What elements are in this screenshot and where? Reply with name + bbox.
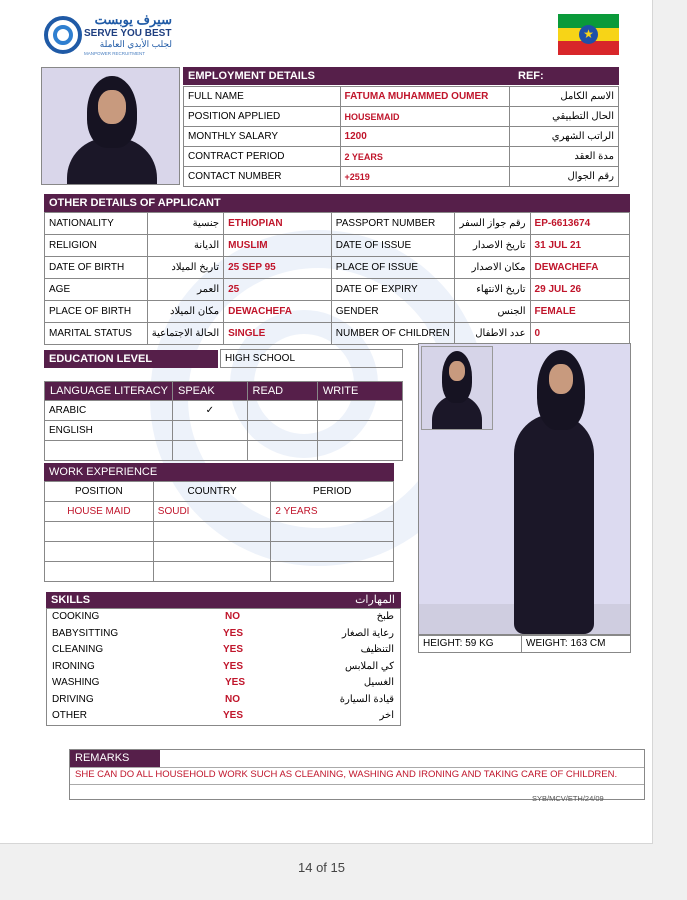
remarks-title: REMARKS — [70, 750, 160, 767]
full-name-value: FATUMA MUHAMMED OUMER — [340, 87, 510, 107]
table-row — [45, 213, 630, 235]
skill-row — [47, 642, 400, 659]
marital-status-value: SINGLE — [224, 323, 332, 345]
work-table — [44, 481, 394, 582]
skill-name: BABYSITTING — [52, 627, 119, 639]
skill-row — [47, 609, 400, 626]
skill-value: NO — [225, 693, 240, 705]
field-label: CONTACT NUMBER — [184, 167, 341, 187]
check-icon: ✓ — [172, 401, 247, 421]
skill-name-ar: قيادة السيارة — [339, 693, 394, 705]
detail-label-ar: تاريخ الاصدار — [454, 235, 530, 257]
speak-cell — [172, 421, 247, 441]
detail-label-ar: تاريخ الميلاد — [147, 257, 223, 279]
table-row — [184, 147, 619, 167]
other-details-header: OTHER DETAILS OF APPLICANT — [44, 194, 630, 212]
read-col-header: READ — [247, 382, 317, 401]
employment-title: EMPLOYMENT DETAILS — [188, 70, 315, 82]
language-name: ARABIC — [45, 401, 173, 421]
detail-label-ar: جنسية — [147, 213, 223, 235]
detail-label-ar: الديانة — [147, 235, 223, 257]
birth-date-value: 25 SEP 95 — [224, 257, 332, 279]
logo-arabic: سيرف يوبست — [94, 12, 172, 27]
passport-number-value: EP-6613674 — [530, 213, 629, 235]
issue-place-value: DEWACHEFA — [530, 257, 629, 279]
work-position: HOUSE MAID — [45, 502, 154, 522]
logo-sub: MANPOWER RECRUITMENT — [84, 51, 145, 56]
table-row — [45, 323, 630, 345]
religion-value: MUSLIM — [224, 235, 332, 257]
language-table — [44, 381, 403, 461]
field-label: FULL NAME — [184, 87, 341, 107]
work-col-header: PERIOD — [271, 482, 394, 502]
detail-label: PLACE OF ISSUE — [331, 257, 454, 279]
ethiopia-flag — [558, 14, 619, 55]
skill-row — [47, 708, 400, 725]
work-period — [271, 542, 394, 562]
detail-label: DATE OF ISSUE — [331, 235, 454, 257]
work-position — [45, 542, 154, 562]
skill-name: CLEANING — [52, 644, 104, 655]
table-row — [45, 421, 403, 441]
skill-value: YES — [225, 677, 246, 688]
skill-name-ar: التنظيف — [360, 644, 394, 655]
read-cell — [247, 401, 317, 421]
detail-label-ar: رقم جواز السفر — [454, 213, 530, 235]
skills-list — [46, 608, 401, 726]
write-cell — [317, 421, 402, 441]
skill-row — [47, 692, 400, 709]
contact-value: +2519 — [340, 167, 510, 187]
skill-name-ar: طبخ — [376, 611, 394, 622]
skills-title-ar: المهارات — [355, 594, 395, 606]
detail-label-ar: العمر — [147, 279, 223, 301]
skill-row — [47, 626, 400, 643]
speak-col-header: SPEAK — [172, 382, 247, 401]
position-value: HOUSEMAID — [340, 107, 510, 127]
work-col-header: COUNTRY — [153, 482, 271, 502]
weight-box: WEIGHT: 163 CM — [521, 635, 631, 653]
expiry-date-value: 29 JUL 26 — [530, 279, 629, 301]
salary-value: 1200 — [340, 127, 510, 147]
table-row — [45, 279, 630, 301]
field-label-ar: الراتب الشهري — [510, 127, 619, 147]
work-position — [45, 522, 154, 542]
table-row — [184, 87, 619, 107]
detail-label-ar: الجنس — [454, 301, 530, 323]
field-label-ar: الحال التطبيقي — [510, 107, 619, 127]
skill-value: NO — [225, 611, 240, 622]
detail-label-ar: الحالة الاجتماعية — [147, 323, 223, 345]
contract-value: 2 YEARS — [340, 147, 510, 167]
employment-header — [183, 67, 619, 85]
table-row — [45, 257, 630, 279]
children-value: 0 — [530, 323, 629, 345]
company-logo — [44, 14, 174, 58]
star-icon: ★ — [579, 25, 598, 44]
detail-label-ar: مكان الاصدار — [454, 257, 530, 279]
table-row — [45, 522, 394, 542]
table-row — [45, 441, 403, 461]
table-row — [45, 562, 394, 582]
detail-label-ar: تاريخ الانتهاء — [454, 279, 530, 301]
field-label: CONTRACT PERIOD — [184, 147, 341, 167]
skill-name-ar: كي الملابس — [345, 660, 394, 672]
skill-value: YES — [223, 710, 244, 721]
field-label-ar: الاسم الكامل — [510, 87, 619, 107]
detail-label: NUMBER OF CHILDREN — [331, 323, 454, 345]
table-row — [45, 301, 630, 323]
education-label: EDUCATION LEVEL — [44, 350, 218, 368]
skill-value: YES — [223, 644, 244, 655]
work-country: SOUDI — [153, 502, 271, 522]
table-row — [184, 167, 619, 187]
work-country — [153, 522, 271, 542]
field-label-ar: مدة العقد — [510, 147, 619, 167]
detail-label-ar: مكان الميلاد — [147, 301, 223, 323]
inset-photo — [421, 346, 493, 430]
detail-label: RELIGION — [45, 235, 148, 257]
table-row — [184, 127, 619, 147]
gender-value: FEMALE — [530, 301, 629, 323]
detail-label: GENDER — [331, 301, 454, 323]
detail-label: PASSPORT NUMBER — [331, 213, 454, 235]
language-col-header: LANGUAGE LITERACY — [45, 382, 173, 401]
table-row — [184, 107, 619, 127]
skill-name: OTHER — [52, 710, 87, 721]
skill-name: DRIVING — [52, 693, 94, 705]
logo-tagline-arabic: لجلب الأيدي العاملة — [99, 39, 172, 49]
read-cell — [247, 421, 317, 441]
field-label-ar: رقم الجوال — [510, 167, 619, 187]
document-code: SYB/MCV/ETH/24/09 — [532, 794, 604, 803]
skill-row — [47, 659, 400, 676]
language-name — [45, 441, 173, 461]
employment-table — [183, 86, 619, 187]
work-country — [153, 542, 271, 562]
detail-label: MARITAL STATUS — [45, 323, 148, 345]
skill-name: IRONING — [52, 660, 95, 672]
table-row — [45, 235, 630, 257]
field-label: POSITION APPLIED — [184, 107, 341, 127]
education-value: HIGH SCHOOL — [220, 349, 403, 368]
work-period: 2 YEARS — [271, 502, 394, 522]
detail-label: NATIONALITY — [45, 213, 148, 235]
logo-english: SERVE YOU BEST — [84, 28, 172, 39]
work-position — [45, 562, 154, 582]
skill-name: COOKING — [52, 611, 100, 622]
skills-header — [46, 592, 401, 608]
read-cell — [247, 441, 317, 461]
ref-label: REF: — [518, 70, 544, 82]
table-row — [45, 401, 403, 421]
remarks-text: SHE CAN DO ALL HOUSEHOLD WORK SUCH AS CLEANING, WASHING AND IRONING AND TAKING CARE OF CHILDREN. — [75, 769, 618, 780]
field-label: MONTHLY SALARY — [184, 127, 341, 147]
language-name: ENGLISH — [45, 421, 173, 441]
work-col-header: POSITION — [45, 482, 154, 502]
skill-name-ar: رعاية الصغار — [342, 627, 394, 639]
speak-cell — [172, 441, 247, 461]
language-header-row — [45, 382, 403, 401]
table-row — [45, 482, 394, 502]
skill-value: YES — [223, 627, 244, 639]
remarks-box — [69, 749, 645, 800]
detail-label: AGE — [45, 279, 148, 301]
work-experience-title: WORK EXPERIENCE — [49, 466, 158, 478]
skill-name: WASHING — [52, 677, 100, 688]
full-body-photo — [418, 343, 631, 635]
work-experience-header — [44, 463, 394, 481]
write-cell — [317, 441, 402, 461]
age-value: 25 — [224, 279, 332, 301]
birth-place-value: DEWACHEFA — [224, 301, 332, 323]
table-row — [45, 542, 394, 562]
skill-value: YES — [223, 660, 244, 672]
skill-name-ar: الغسيل — [363, 677, 394, 688]
page-indicator: 14 of 15 — [298, 860, 345, 875]
height-box: HEIGHT: 59 KG — [418, 635, 522, 653]
detail-label: DATE OF EXPIRY — [331, 279, 454, 301]
detail-label: DATE OF BIRTH — [45, 257, 148, 279]
logo-emblem-inner-icon — [53, 25, 73, 45]
table-row — [45, 502, 394, 522]
write-col-header: WRITE — [317, 382, 402, 401]
other-details-table — [44, 212, 630, 345]
work-period — [271, 562, 394, 582]
passport-photo — [41, 67, 180, 185]
skill-name-ar: اخر — [379, 710, 394, 721]
work-period — [271, 522, 394, 542]
detail-label-ar: عدد الاطفال — [454, 323, 530, 345]
nationality-value: ETHIOPIAN — [224, 213, 332, 235]
detail-label: PLACE OF BIRTH — [45, 301, 148, 323]
skill-row — [47, 675, 400, 692]
skills-title: SKILLS — [51, 594, 91, 606]
work-country — [153, 562, 271, 582]
issue-date-value: 31 JUL 21 — [530, 235, 629, 257]
write-cell — [317, 401, 402, 421]
